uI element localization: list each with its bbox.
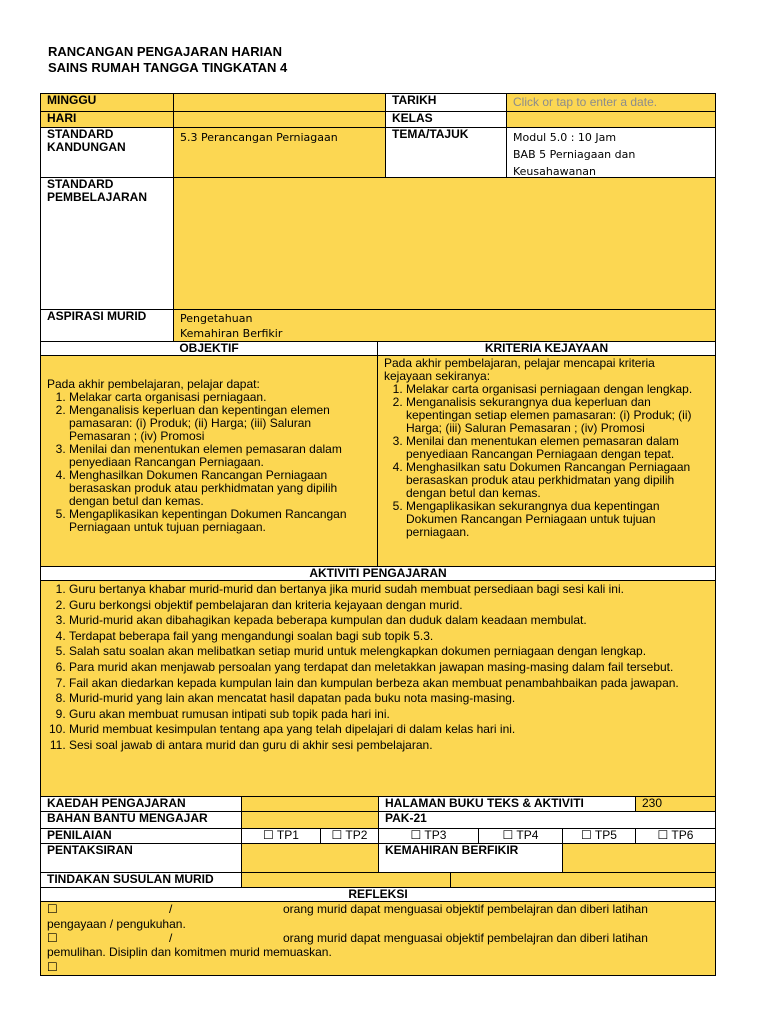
refleksi-line-2a: orang murid dapat menguasai objektif pembelajran dan diberi latihan bbox=[283, 931, 648, 945]
list-item: 5. Mengaplikasikan kepentingan Dokumen Rancangan Perniagaan untuk tujuan perniagaan. bbox=[69, 508, 371, 534]
tp1-checkbox[interactable]: ☐ TP1 bbox=[241, 828, 321, 844]
list-item: 2. Guru berkongsi objektif pembelajaran dan kriteria kejayaan dengan murid. bbox=[69, 598, 708, 614]
kriteria-body[interactable] bbox=[377, 355, 716, 567]
aspirasi-item: Pengetahuan bbox=[180, 312, 253, 325]
document-title: RANCANGAN PENGAJARAN HARIAN bbox=[48, 44, 283, 59]
date-picker-field[interactable]: Click or tap to enter a date. bbox=[506, 93, 716, 112]
objektif-body[interactable] bbox=[40, 355, 378, 567]
list-item: 4. Menghasilkan satu Dokumen Rancangan Perniagaan berasaskan produk atau perkhidmatan yang dipilih dengan betul dan kemas. bbox=[406, 461, 709, 500]
bab-text: BAB 5 Perniagaan dan Keusahawanan bbox=[513, 148, 636, 178]
tindakan-susulan-label: TINDAKAN SUSULAN MURID bbox=[40, 872, 242, 888]
aspirasi-item: Kemahiran Berfikir bbox=[180, 327, 283, 340]
hari-label: HARI bbox=[40, 111, 174, 128]
minggu-label: MINGGU bbox=[40, 93, 174, 112]
kelas-field[interactable] bbox=[506, 111, 716, 128]
list-item: 1. Melakar carta organisasi perniagaan. bbox=[69, 391, 371, 404]
list-item: 5. Mengaplikasikan sekurangnya dua kepentingan Dokumen Rancangan Perniagaan untuk tujuan perniagaan. bbox=[406, 500, 709, 539]
standard-kandungan-value[interactable]: 5.3 Perancangan Perniagaan bbox=[173, 127, 386, 178]
tp3-checkbox[interactable]: ☐ TP3 bbox=[378, 828, 479, 844]
tp4-checkbox[interactable]: ☐ TP4 bbox=[478, 828, 563, 844]
list-item: 5. Salah satu soalan akan melibatkan setiap murid untuk melengkapkan dokumen perniagaan dengan lengkap. bbox=[69, 644, 708, 660]
halaman-value[interactable]: 230 bbox=[635, 796, 716, 812]
refleksi-checkbox-1[interactable]: ☐ bbox=[47, 902, 58, 916]
tp6-checkbox[interactable]: ☐ TP6 bbox=[635, 828, 716, 844]
kriteria-intro: Pada akhir pembelajaran, pelajar mencapai kriteria kejayaan sekiranya: bbox=[384, 356, 655, 383]
tp5-checkbox[interactable]: ☐ TP5 bbox=[562, 828, 636, 844]
kemahiran-berfikir-label: KEMAHIRAN BERFIKIR bbox=[378, 843, 563, 873]
list-item: 4. Menghasilkan Dokumen Rancangan Perniagaan berasaskan produk atau perkhidmatan yang dipilih dengan betul dan kemas. bbox=[69, 469, 371, 508]
pentaksiran-label: PENTAKSIRAN bbox=[40, 843, 242, 873]
label-line: STANDARD bbox=[47, 177, 114, 191]
list-item: 6. Para murid akan menjawab persoalan yang terdapat dan meletakkan jawapan masing-masing dalam fail tersebut. bbox=[69, 660, 708, 676]
tindakan-susulan-field-2[interactable] bbox=[450, 872, 716, 888]
pentaksiran-field[interactable] bbox=[241, 843, 379, 873]
kemahiran-berfikir-field[interactable] bbox=[562, 843, 716, 873]
tema-tajuk-value[interactable] bbox=[506, 127, 716, 178]
bahan-field[interactable] bbox=[241, 811, 379, 829]
refleksi-checkbox-3[interactable]: ☐ bbox=[47, 960, 58, 974]
list-item: 10. Murid membuat kesimpulan tentang apa yang telah dipelajari di dalam kelas hari ini. bbox=[69, 722, 708, 738]
bahan-label: BAHAN BANTU MENGAJAR bbox=[40, 811, 242, 829]
tp2-checkbox[interactable]: ☐ TP2 bbox=[320, 828, 379, 844]
standard-pembelajaran-label bbox=[40, 177, 174, 310]
hari-field[interactable] bbox=[173, 111, 386, 128]
list-item: 1. Melakar carta organisasi perniagaan dengan lengkap. bbox=[406, 383, 709, 396]
refleksi-heading: REFLEKSI bbox=[40, 887, 716, 902]
aspirasi-label: ASPIRASI MURID bbox=[40, 309, 174, 342]
list-item: 3. Murid-murid akan dibahagikan kepada beberapa kumpulan dan duduk dalam keadaan membulat. bbox=[69, 613, 708, 629]
minggu-field[interactable] bbox=[173, 93, 386, 112]
list-item: 4. Terdapat beberapa fail yang mengandungi soalan bagi sub topik 5.3. bbox=[69, 629, 708, 645]
standard-kandungan-label bbox=[40, 127, 174, 178]
kelas-label: KELAS bbox=[385, 111, 507, 128]
label-line: KANDUNGAN bbox=[47, 140, 126, 154]
refleksi-line-1b: pengayaan / pengukuhan. bbox=[47, 917, 186, 931]
label-line: STANDARD bbox=[47, 127, 114, 141]
modul-text: Modul 5.0 : 10 Jam bbox=[513, 131, 617, 144]
refleksi-body[interactable] bbox=[40, 901, 716, 976]
slash: / bbox=[169, 931, 173, 945]
list-item: 8. Murid-murid yang lain akan mencatat hasil dapatan pada buku nota masing-masing. bbox=[69, 691, 708, 707]
refleksi-line-1a: orang murid dapat menguasai objektif pembelajran dan diberi latihan bbox=[283, 902, 648, 916]
objektif-intro: Pada akhir pembelajaran, pelajar dapat: bbox=[47, 377, 260, 391]
kaedah-label: KAEDAH PENGAJARAN bbox=[40, 796, 242, 812]
objektif-heading: OBJEKTIF bbox=[40, 341, 378, 356]
kriteria-heading: KRITERIA KEJAYAAN bbox=[377, 341, 716, 356]
document-subtitle: SAINS RUMAH TANGGA TINGKATAN 4 bbox=[48, 60, 288, 75]
label-line: PEMBELAJARAN bbox=[47, 190, 148, 204]
list-item: 3. Menilai dan menentukan elemen pemasaran dalam penyediaan Rancangan Perniagaan dengan tepat. bbox=[406, 435, 709, 461]
pak21-label: PAK-21 bbox=[378, 811, 716, 829]
list-item: 7. Fail akan diedarkan kepada kumpulan lain dan kumpulan berbeza akan membuat penambahbaikan pada jawapan. bbox=[69, 676, 708, 692]
list-item: 1. Guru bertanya khabar murid-murid dan bertanya jika murid sudah membuat persediaan bagi sesi kali ini. bbox=[69, 582, 708, 598]
penilaian-label: PENILAIAN bbox=[40, 828, 242, 844]
list-item: 2. Menganalisis sekurangnya dua keperluan dan kepentingan setiap elemen pamasaran: (i) Produk; (ii) Harga; (iii) Saluran Pemasaran ; (iv) Promosi bbox=[406, 396, 709, 435]
standard-pembelajaran-field[interactable] bbox=[173, 177, 716, 310]
refleksi-checkbox-2[interactable]: ☐ bbox=[47, 931, 58, 945]
tindakan-susulan-field[interactable] bbox=[241, 872, 451, 888]
refleksi-line-2b: pemulihan. Disiplin dan komitmen murid memuaskan. bbox=[47, 945, 332, 959]
tema-tajuk-label: TEMA/TAJUK bbox=[385, 127, 507, 178]
slash: / bbox=[169, 902, 173, 916]
aktiviti-body[interactable] bbox=[40, 580, 716, 797]
aspirasi-value[interactable] bbox=[173, 309, 716, 342]
halaman-label: HALAMAN BUKU TEKS & AKTIVITI bbox=[378, 796, 636, 812]
tarikh-label: TARIKH bbox=[385, 93, 507, 112]
kaedah-field[interactable] bbox=[241, 796, 379, 812]
list-item: 2. Menganalisis keperluan dan kepentingan elemen pamasaran: (i) Produk; (ii) Harga; (iii) Saluran Pemasaran ; (iv) Promosi bbox=[69, 404, 371, 443]
list-item: 11. Sesi soal jawab di antara murid dan guru di akhir sesi pembelajaran. bbox=[69, 738, 708, 754]
aktiviti-heading: AKTIVITI PENGAJARAN bbox=[40, 566, 716, 581]
list-item: 3. Menilai dan menentukan elemen pemasaran dalam penyediaan Rancangan Perniagaan. bbox=[69, 443, 371, 469]
list-item: 9. Guru akan membuat rumusan intipati sub topik pada hari ini. bbox=[69, 707, 708, 723]
